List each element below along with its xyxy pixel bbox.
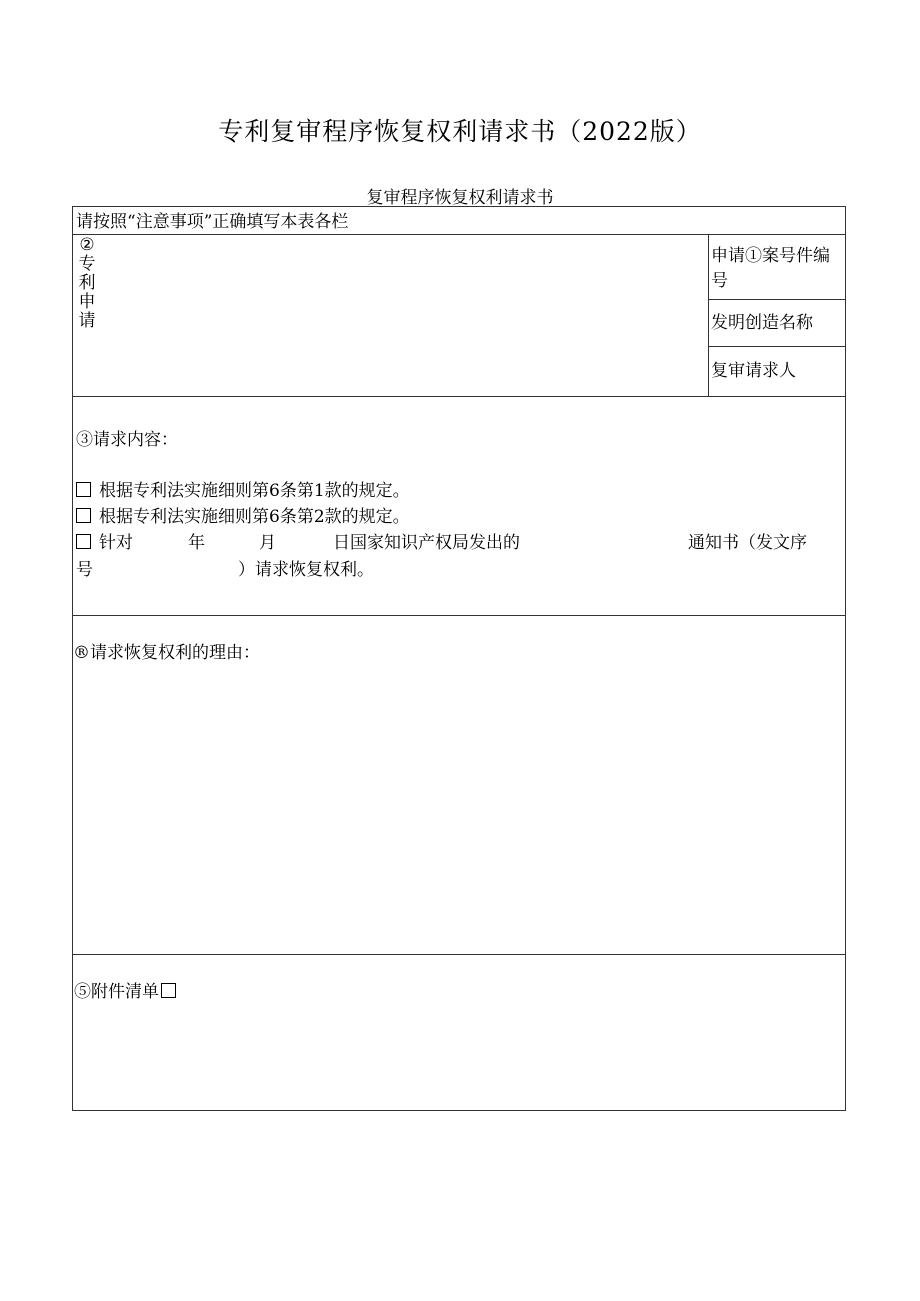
option-3-month: 月 — [259, 533, 276, 553]
document-title: 专利复审程序恢复权利请求书（2022版） — [218, 117, 702, 146]
attachments-row — [74, 980, 176, 1005]
option-1-checkbox[interactable] — [76, 482, 91, 497]
option-2-label: 根据专利法实施细则第6条第2款的规定。 — [99, 507, 410, 527]
option-3-day-issuer: 日国家知识产权局发出的 — [333, 533, 520, 553]
option-1-label: 根据专利法实施细则第6条第1款的规定。 — [99, 481, 410, 501]
patent-label-char: 专 — [78, 254, 96, 274]
option-2-checkbox[interactable] — [76, 508, 91, 523]
request-content-heading: ③请求内容： — [76, 430, 178, 450]
option-3-notice: 通知书（发文序 — [688, 533, 807, 553]
attachments-checkbox[interactable] — [161, 983, 176, 998]
patent-label-char: 利 — [78, 273, 96, 293]
invention-name-label: 发明创造名称 — [711, 313, 813, 333]
column-divider — [708, 234, 709, 397]
row-divider — [708, 299, 845, 300]
request-option-1 — [76, 479, 410, 504]
option-3-year: 年 — [188, 533, 205, 553]
instruction-text: 请按照“注意事项”正确填写本表各栏 — [76, 212, 349, 232]
row-divider — [708, 346, 845, 347]
form-caption: 复审程序恢复权利请求书 — [366, 188, 554, 208]
option-3-for: 针对 — [99, 533, 133, 553]
option-3-serial-end: ）请求恢复权利。 — [238, 560, 374, 580]
patent-section-marker: ② — [79, 235, 95, 255]
option-3-checkbox[interactable] — [76, 534, 91, 549]
patent-label-char: 申 — [78, 292, 96, 312]
row-divider — [73, 615, 845, 616]
form-table — [72, 206, 846, 1111]
row-divider — [73, 396, 845, 397]
reason-heading: ®请求恢复权利的理由： — [73, 643, 260, 663]
request-option-3 — [76, 531, 133, 556]
application-number-label: 申请①案号件编 — [711, 246, 830, 266]
patent-label-char: 请 — [78, 311, 96, 331]
application-number-label-cont: 号 — [711, 271, 728, 291]
option-3-serial-start: 号 — [76, 560, 93, 580]
request-option-2 — [76, 505, 410, 530]
row-divider — [73, 954, 845, 955]
petitioner-label: 复审请求人 — [711, 361, 796, 381]
attachments-heading: ⑤附件清单 — [74, 982, 159, 1002]
